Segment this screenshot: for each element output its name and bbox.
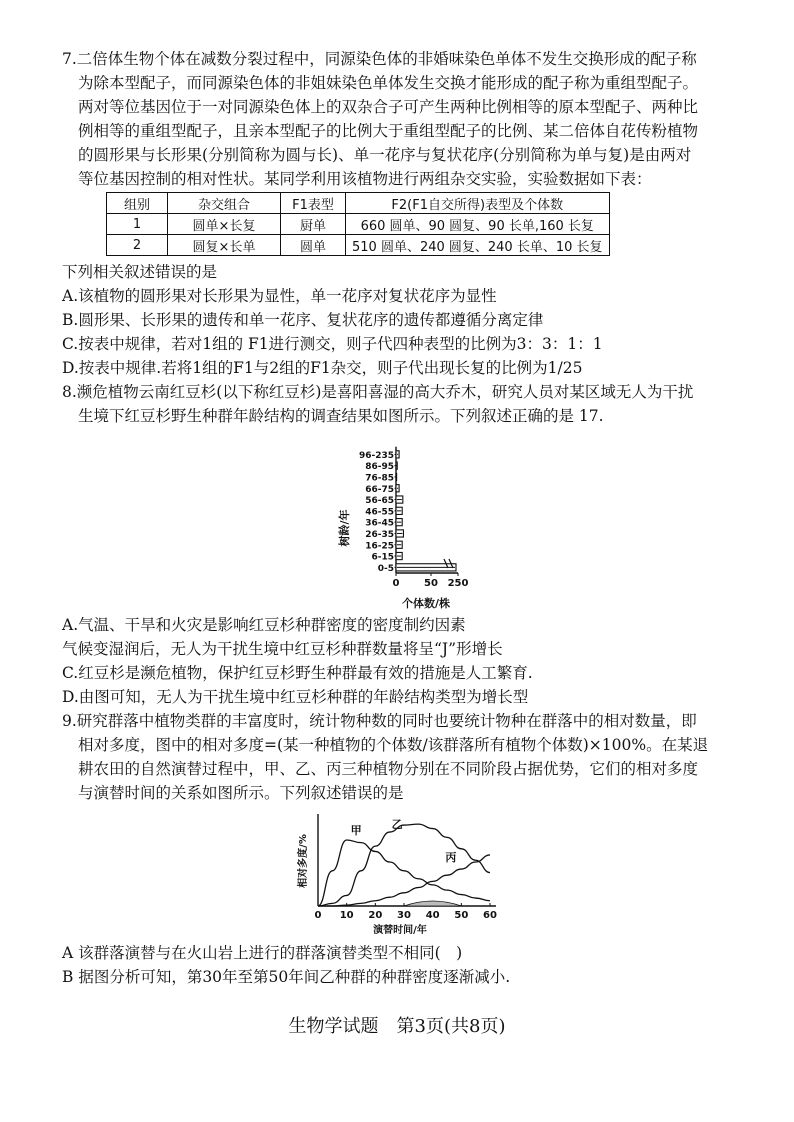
x-tick-label: 10: [339, 910, 354, 921]
table-cell: 510 圆单、240 圆复、240 长单、10 长复: [346, 235, 610, 256]
q9-option-a: A 该群落演替与在火山岩上进行的群落演替类型不相同( ): [62, 944, 463, 962]
series-line: [318, 855, 490, 906]
q7-option-a: A.该植物的圆形果对长形果为显性，单一花序对复状花序为显性: [62, 287, 497, 305]
q9-line-3: 耕农田的自然演替过程中，甲、乙、丙三种植物分别在不同阶段占据优势，它们的相对多度: [78, 760, 699, 778]
category-tick-label: 26-35: [365, 529, 394, 540]
q7-line-6: 等位基因控制的相对性状。某同学利用该植物进行两组杂交实验，实验数据如下表：: [78, 170, 652, 188]
series-label: 乙: [391, 818, 403, 832]
table-cell: 厨单: [281, 214, 346, 235]
x-tick-label: 250: [447, 578, 469, 589]
q8-option-d: D.由图可知，无人为干扰生境中红豆杉种群的年龄结构类型为增长型: [62, 688, 529, 706]
q9-line-4: 与演替时间的关系如图所示。下列叙述错误的是: [78, 784, 404, 802]
category-tick-label: 0-5: [377, 563, 394, 574]
category-tick-label: 6-15: [371, 552, 394, 563]
category-tick-label: 56-65: [365, 496, 394, 507]
y-axis-label: 树龄/年: [338, 509, 351, 547]
x-tick-label: 0: [392, 578, 400, 589]
q7-line-3: 两对等位基因位于一对同源染色体上的双杂合子可产生两种比例相等的原本型配子、两种比: [78, 98, 699, 116]
age-structure-chart: [330, 428, 480, 613]
x-tick-label: 50: [454, 910, 469, 921]
y-axis-label: 相对多度/%: [298, 834, 309, 888]
table-row: [107, 214, 610, 235]
q7-option-b: B.圆形果、长形果的遗传和单一花序、复状花序的遗传都遵循分离定律: [62, 311, 544, 329]
category-tick-label: 76-85: [365, 473, 394, 484]
table-cell: 圆单×长复: [168, 214, 281, 235]
q8-line-2: 生境下红豆杉野生种群年龄结构的调查结果如图所示。下列叙述正确的是 17.: [78, 407, 604, 425]
shaded-region: [404, 901, 461, 906]
category-tick-label: 96-235: [358, 450, 394, 461]
q9-line-2: 相对多度，图中的相对多度=(某一种植物的个体数/该群落所有植物个体数)×100%。在某退: [78, 736, 709, 754]
x-tick-label: 0: [314, 910, 322, 921]
x-axis-label: 演替时间/年: [373, 925, 427, 936]
category-tick-label: 86-95: [365, 462, 394, 473]
table-header: F1表型: [281, 193, 346, 214]
q7-line-1: 7.二倍体生物个体在减数分裂过程中，同源染色体的非婚味染色单体不发生交换形成的配子称: [62, 50, 697, 68]
q8-option-b: 气候变湿润后，无人为干扰生境中红豆杉种群数量将呈“J”形增长: [62, 640, 503, 658]
q7-line-5: 的圆形果与长形果(分别简称为圆与长)、单一花序与复状花序(分别简称为单与复)是由两对: [78, 146, 692, 164]
table-header-row: [107, 193, 610, 214]
category-tick-label: 16-25: [365, 541, 394, 552]
q8-option-a: A.气温、干旱和火灾是影响红豆杉种群密度的密度制约因素: [62, 616, 466, 634]
table-cell: 圆复×长单: [168, 235, 281, 256]
x-tick-label: 30: [397, 910, 411, 921]
table-header: 组别: [107, 193, 168, 214]
x-tick-label: 50: [424, 578, 438, 589]
category-tick-label: 36-45: [365, 518, 394, 529]
table-header: 杂交组合: [168, 193, 281, 214]
x-tick-label: 20: [368, 910, 383, 921]
q7-option-c: C.按表中规律，若对1组的 F1进行测交，则子代四种表型的比例为3：3：1：1: [62, 335, 603, 353]
x-axis-label: 个体数/株: [401, 597, 451, 610]
q8-option-c: C.红豆杉是濒危植物，保护红豆杉野生种群最有效的措施是人工繁育.: [62, 664, 533, 682]
q7-line-4: 例相等的重组型配子，且亲本型配子的比例大于重组型配子的比例、某二倍体自花传粉植物: [78, 122, 699, 140]
q9-option-b: B 据图分析可知，第30年至第50年间乙种群的种群密度逐渐减小.: [62, 968, 511, 986]
table-row: [107, 235, 610, 256]
q7-stem: 下列相关叙述错误的是: [62, 263, 218, 281]
series-label: 丙: [445, 851, 457, 865]
cross-result-table: [106, 192, 610, 256]
q9-line-1: 9.研究群落中植物类群的丰富度时，统计物种数的同时也要统计物种在群落中的相对数量，即: [62, 712, 697, 730]
category-tick-label: 46-55: [365, 507, 394, 518]
x-tick-label: 60: [483, 910, 497, 921]
table-cell: 2: [107, 235, 168, 256]
q7-line-2: 为除本型配子，而同源染色体的非姐妹染色单体发生交换才能形成的配子称为重组型配子。: [78, 74, 699, 92]
q8-line-1: 8.濒危植物云南红豆杉(以下称红豆杉)是喜阳喜湿的高大乔木，研究人员对某区域无人为干扰: [62, 383, 694, 401]
table-cell: 圆单: [281, 235, 346, 256]
table-cell: 660 圆单、90 圆复、90 长单,160 长复: [346, 214, 610, 235]
page-footer: 生物学试题 第3页(共8页): [288, 1016, 506, 1037]
x-tick-label: 40: [425, 910, 440, 921]
category-tick-label: 66-75: [365, 484, 394, 495]
succession-chart: [290, 806, 500, 938]
series-label: 甲: [350, 824, 362, 837]
table-header: F2(F1自交所得)表型及个体数: [346, 193, 610, 214]
table-cell: 1: [107, 214, 168, 235]
q7-option-d: D.按表中规律.若将1组的F1与2组的F1杂交，则子代出现长复的比例为1/25: [62, 359, 583, 377]
series-line: [318, 824, 490, 906]
